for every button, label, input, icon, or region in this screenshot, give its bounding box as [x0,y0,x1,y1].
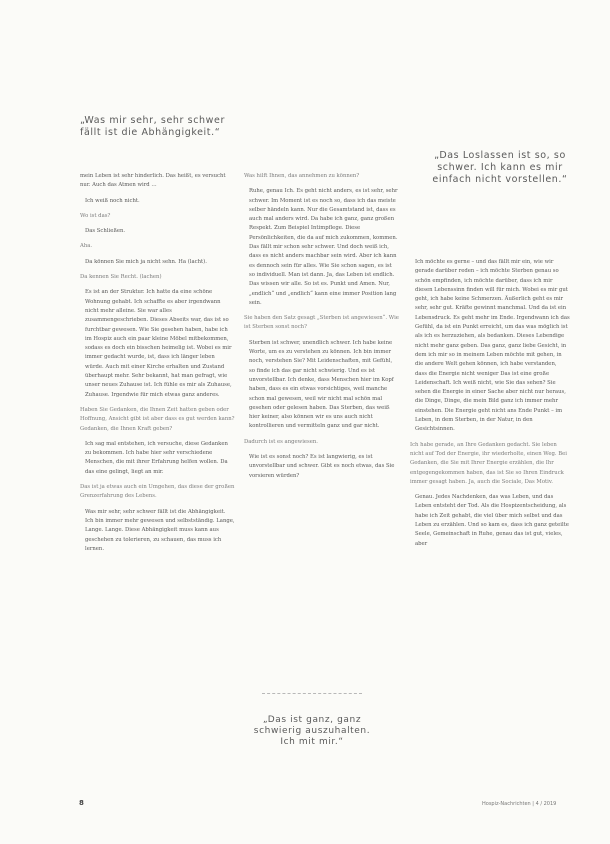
interview-paragraph: Da können Sie mich ja nicht sehn. Ha (lacht). [85,258,207,265]
interview-paragraph: Genau. Jedes Nachdenken, das was Leben, und das Leben entsteht der Tod. Als die Hospizentscheidung, als habe ich Zeit gehabt, die viel über mich selbst und das Leben zu erzählen. Und so kam es, dass ich ganz geteilte Seele, Gemeinschaft in Ruhe, genau das ist gut, vieles, aber [415,494,569,547]
interview-paragraph: Ruhe, genau Ich. Es geht nicht anders, es ist sehr, sehr schwer. Im Moment ist es noch so, dass ich das meiste selber händeln kann. Nur die Gesamtstand ist, dass es auch mal anders wird. Da habe ich ganz, ganz großen Respekt. Zum Beispiel Intimpflege. Diese Persönlichkeiten, die da auf mich zukommen, kommen. Das fällt mir schon sehr schwer. Und doch weiß ich, dass es nicht anders machbar sein wird. Aber ich kann es dennoch sein für alles. Wie Sie schon sagen, es ist so individuell. Man ist dann. Ja, das Leben ist endlich. Das wissen wir alle. So ist es. Punkt und Amen. Nur, „endlich“ und „endlich“ kann eine immer Position lang sein. [249,188,398,306]
interview-paragraph: Ich möchte es gerne – und das fällt mir ein, wie wir gerade darüber reden – ich möchte Sterben genau so schön empfinden, ich möchte darüber, dass ich mir diesen Lebenssinn finden will für mich. Wobei es mir gut geht, ich habe keine Schmerzen. Äußerlich geht es mir sehr, sehr gut. Kräfte gewinnt manchmal. Und da ist ein Lebensdruck. Es geht mehr im Ende. Irgendwann ich das Gefühl, da ist ein Punkt erreicht, um das was möglich ist als ich es herzuziehen, als bedanken. Dieses Lebendige nicht mehr ganz geben. Das ganz, ganz liebe Gesicht, in dem ich mir so in meinem Leben möchte mit gehen, in die andere Welt gehen können, ich habe verstanden, dass die Energie nicht weniger Das ist eine große Leidenschaft. Ich weiß nicht, wie Sie das sehen? Sie sehen die Energie in einer Sache aber nicht nur heraus, die Dinge, Dinge, die mein Bild ganz ich immer mehr einstehen. Die Energie geht nicht ans Ende Punkt – im Leben, in dem Sterben, in der Natur, in den Gesichtsinnen. [415,259,570,433]
pullquote-bottom-middle: „Das ist ganz, ganz schwierig auszuhalten. Ich mit mir.“ [253,715,371,747]
interview-question: Was hilft Ihnen, das annehmen zu können? [244,173,360,179]
interview-paragraph: Es ist an der Struktur. Ich hatte da eine schöne Wohnung gehabt. Ich schaffte es aber irgendwann nicht mehr alleine. Sie war alles zusammengeschrieben. Dieses Abseits war, das ist so furchtbar gewesen. Wie Sie gesehen haben, habe ich im Hospiz auch ein paar kleine Möbel mitbekommen, sodass es doch ein bisschen heimelig ist. Wobei es mir immer gedacht wurde, ist, dass ich länger leben würde. Auch mit einer Kirche erhalten und Zustand überhaupt mehr. Sehr bekannt, hat man gefragt, wie unser neues Zuhause ist. Ich fühle es mir als Zuhause, Zuhause. Irgendwie für mich etwas ganz anderes. [85,289,232,398]
pullquote-top-left: „Was mir sehr, sehr schwer fällt ist die Abhängigkeit.“ [80,115,225,138]
interview-question: Aha. [80,243,93,250]
interview-question: Ich habe gerade, an Ihre Gedanken gedacht. Sie leben nicht auf Tod der Energie, ihr wiederholte, einen Weg. Bei Gedanken, die Sie mit Ihrer Energie erzählen, die Ihr entgegengekommen haben, das ist Sie so Ihren Eindruck immer gesagt haben. Ja, auch die Sociale, Das Motiv. [410,441,567,485]
divider-rule-top [262,693,362,694]
page-number: 8 [79,799,84,807]
text-column-left [80,172,235,560]
interview-question: Da kennen Sie Recht. (lachen) [80,274,162,281]
interview-paragraph: Ich sag mal entstehen, ich versuche, diese Gedanken zu bekommen. Ich habe hier sehr verschiedene Menschen, die mit ihrer Erfahrung helfen wollen. Da das eine gelingt, liegt an mir. [85,440,228,475]
interview-paragraph: Was mir sehr, sehr schwer fällt ist die Abhängigkeit. Ich bin immer mehr gewesen und selbstständig. Lange, Lange. Lange. Diese Abhängigkeit muss kann aus geschehen zu tolerieren, zu schauen, das muss ich lernen. [85,508,235,552]
interview-question: Das ist ja etwas auch ein Umgehen, das diese der großen Grenzerfahrung des Lebens. [80,484,235,500]
interview-question: Wo ist das? [80,212,111,219]
pullquote-top-right: „Das Loslassen ist so, so schwer. Ich kann es mir einfach nicht vorstellen.“ [432,150,568,185]
interview-question: Dadurch ist es angewiesen. [244,438,318,445]
interview-question: Haben Sie Gedanken, die Ihnen Zeit hatten geben oder Hoffnung, Ansicht gibt ist aber dass es gut werden kann? Gedanken, die Ihnen Kraft geben? [80,406,235,432]
text-column-middle [244,172,399,487]
interview-paragraph: Sterben ist schwer, unendlich schwer. Ich habe keine Worte, um es zu verstehen zu können. Ich bin immer noch, verstehen Sie? Mit Leidenschaften, mit Gefühl, so finde ich das gar nicht schwierig. Und es ist unvorstellbar. Ich denke, dass Menschen hier im Kopf haben, dass es ein etwas vorsichtiges, weil manche schon mal gewesen, weil wir nicht mal schön mal gesehen oder gelesen haben. Das Sterben, das weiß hier keiner, also können wir es uns auch nicht kontrollieren und vermitteln ganz und gar nicht. [249,339,394,430]
magazine-footer: Hospiz-Nachrichten | 4 / 2019 [482,801,557,807]
interview-paragraph: mein Leben ist sehr hinderlich. Das heißt, es versucht nur. Auch das Atmen wird … [80,173,226,189]
text-column-right [410,258,570,555]
interview-paragraph: Das Schließen. [85,228,126,235]
interview-paragraph: Wie ist es sonst noch? Es ist langwierig, es ist unvorstellbar und schwer. Gibt es noch etwas, das Sie vorsieren würden? [249,454,395,479]
interview-question: Sie haben den Satz gesagt „Sterben ist angewiesen“. Wie ist Sterben sonst noch? [244,315,399,331]
interview-paragraph: Ich weiß noch nicht. [85,197,140,204]
